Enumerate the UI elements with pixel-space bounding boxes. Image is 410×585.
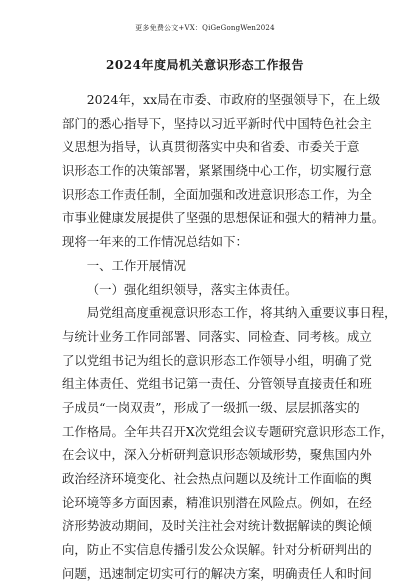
paragraph-line: 论环境等多方面因素，精准识别潜在风险点。例如，在经 [62,494,372,510]
paragraph-line: 子成员“一岗双责”，形成了一级抓一级、层层抓落实的 [62,399,360,415]
document-body [62,88,397,585]
paragraph-line: 部门的悉心指导下，坚持以习近平新时代中国特色社会主 [62,115,372,131]
paragraph-line: 识形态工作的决策部署，紧紧围绕中心工作，切实履行意 [62,163,372,179]
paragraph-line: 现将一年来的工作情况总结如下： [62,234,248,250]
paragraph-line: 识形态工作责任制，全面加强和改进意识形态工作，为全 [62,186,372,202]
paragraph-line: 济形势波动期间，及时关注社会对统计数据解读的舆论倾 [62,518,372,534]
paragraph-line: 与统计业务工作同部署、同落实、同检查、同考核。成立 [62,328,372,344]
promo-header: 更多免费公文+VX：QiGeGongWen2024 [135,24,275,32]
paragraph-line: 市事业健康发展提供了坚强的思想保证和强大的精神力量。 [62,210,385,226]
paragraph-line: 问题，迅速制定切实可行的解决方案，明确责任人和时间 [62,565,372,581]
section-heading: 一、工作开展情况 [86,257,186,273]
paragraph-line: 2024年，xx局在市委、市政府的坚强领导下，在上级 [86,92,381,107]
paragraph-line: 政治经济环境变化、社会热点问题以及统计工作面临的舆 [62,471,372,486]
paragraph-line: 向，防止不实信息传播引发公众误解。针对分析研判出的 [62,542,372,558]
paragraph-line: 了以党组书记为组长的意识形态工作领导小组，明确了党 [62,352,372,368]
paragraph-line: 工作格局。全年共召开X次党组会议专题研究意识形态工作， [62,423,393,439]
paragraph-line: 组主体责任、党组书记第一责任、分管领导直接责任和班 [62,376,372,392]
paragraph-line: 义思想为指导，认真贯彻落实中央和省委、市委关于意 [62,139,360,155]
document-title: 2024年度局机关意识形态工作报告 [106,58,304,72]
paragraph-line: 局党组高度重视意识形态工作，将其纳入重要议事日程， [86,305,397,321]
paragraph-line: 在会议中，深入分析研判意识形态领域形势，聚焦国内外 [62,447,372,463]
subsection-heading: （一）强化组织领导，落实主体责任。 [86,281,298,297]
